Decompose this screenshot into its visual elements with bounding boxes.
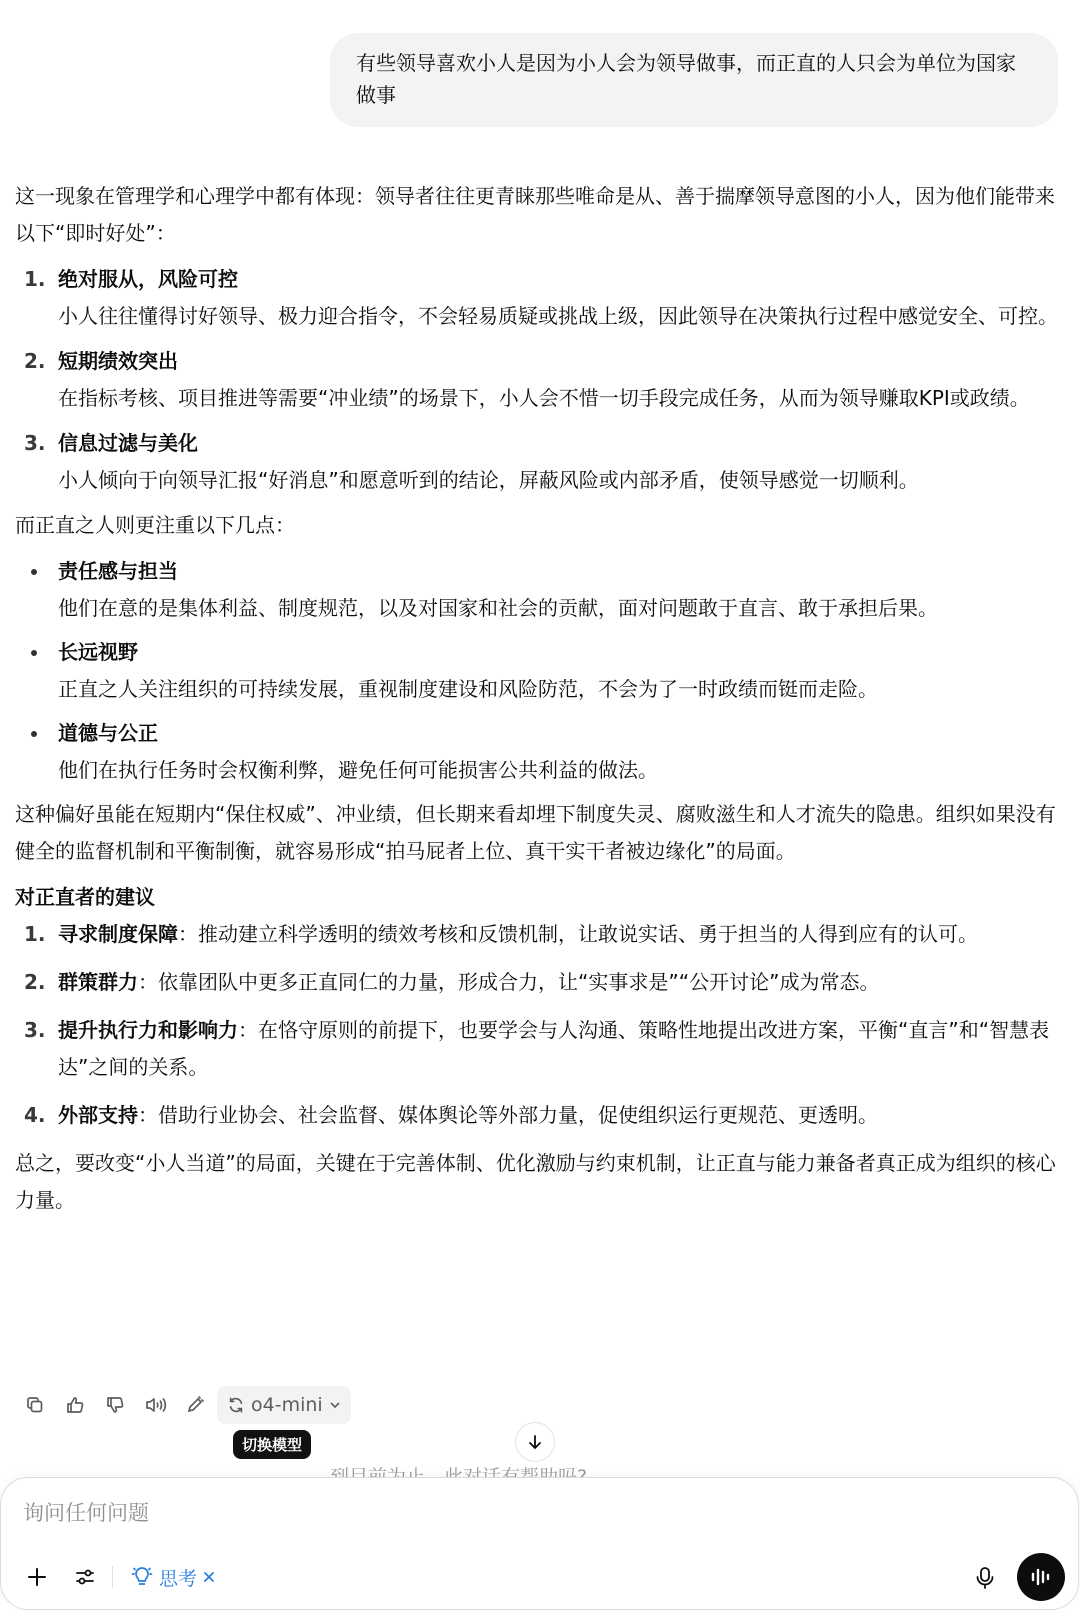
list-number: 2. bbox=[24, 349, 46, 373]
tools-button[interactable] bbox=[69, 1561, 101, 1593]
dictate-button[interactable] bbox=[969, 1562, 1001, 1594]
item-title: 长远视野 bbox=[58, 640, 138, 664]
item-title: 信息过滤与美化 bbox=[58, 431, 198, 455]
list-item bbox=[15, 964, 1065, 1001]
upright-intro: 而正直之人则更注重以下几点： bbox=[15, 513, 295, 537]
item-text: 他们在执行任务时会权衡利弊，避免任何可能损害公共利益的做法。 bbox=[58, 758, 658, 782]
item-title: 道德与公正 bbox=[58, 721, 158, 745]
item-title: 提升执行力和影响力 bbox=[58, 1018, 238, 1042]
list-number: 3. bbox=[24, 1018, 46, 1042]
bullet-dot bbox=[31, 569, 37, 575]
feedback-prompt bbox=[330, 1462, 587, 1476]
intro-paragraph: 这一现象在管理学和心理学中都有体现：领导者往往更青睐那些唯命是从、善于揣摩领导意图的小人，因为他们能带来以下“即时好处”： bbox=[15, 184, 1055, 245]
close-icon[interactable] bbox=[203, 1571, 215, 1583]
list-item bbox=[15, 634, 1065, 708]
item-text: ：借助行业协会、社会监督、媒体舆论等外部力量，促使组织运行更规范、更透明。 bbox=[138, 1103, 878, 1127]
list-item bbox=[15, 261, 1065, 335]
arrow-down-icon bbox=[526, 1433, 544, 1451]
switch-model-tooltip: 切换模型 bbox=[233, 1430, 311, 1459]
voice-mode-button[interactable] bbox=[1017, 1553, 1065, 1601]
list-number: 1. bbox=[24, 267, 46, 291]
bullet-dot bbox=[31, 650, 37, 656]
waveform-icon bbox=[1029, 1566, 1053, 1588]
item-title: 寻求制度保障 bbox=[58, 922, 178, 946]
suggestions-heading: 对正直者的建议 bbox=[15, 885, 155, 909]
list-item bbox=[15, 1012, 1065, 1086]
item-text: ：推动建立科学透明的绩效考核和反馈机制，让敢说实话、勇于担当的人得到应有的认可。 bbox=[178, 922, 978, 946]
item-title: 短期绩效突出 bbox=[58, 349, 178, 373]
message-action-bar bbox=[15, 1385, 351, 1425]
model-label: o4-mini bbox=[251, 1394, 323, 1416]
assistant-response bbox=[15, 178, 1065, 1219]
reasons-list bbox=[15, 261, 1065, 499]
think-label: 思考 bbox=[159, 1567, 198, 1590]
list-number: 3. bbox=[24, 431, 46, 455]
user-message-bubble bbox=[330, 33, 1058, 127]
list-number: 2. bbox=[24, 970, 46, 994]
plus-icon bbox=[26, 1566, 48, 1588]
item-title: 外部支持 bbox=[58, 1103, 138, 1127]
list-item bbox=[15, 1097, 1065, 1134]
add-attachment-button[interactable] bbox=[21, 1561, 53, 1593]
sliders-icon bbox=[74, 1566, 96, 1588]
item-title: 群策群力 bbox=[58, 970, 138, 994]
item-text: 在指标考核、项目推进等需要“冲业绩”的场景下，小人会不惜一切手段完成任务，从而为领导赚取KPI或政绩。 bbox=[58, 386, 1030, 410]
edit-icon[interactable] bbox=[175, 1385, 215, 1425]
item-title: 责任感与担当 bbox=[58, 559, 178, 583]
list-number: 4. bbox=[24, 1103, 46, 1127]
upright-list bbox=[15, 553, 1065, 789]
thumbs-down-icon[interactable] bbox=[95, 1385, 135, 1425]
copy-icon[interactable] bbox=[15, 1385, 55, 1425]
list-item bbox=[15, 715, 1065, 789]
refresh-icon bbox=[227, 1396, 245, 1414]
lightbulb-icon bbox=[131, 1566, 153, 1588]
read-aloud-icon[interactable] bbox=[135, 1385, 175, 1425]
think-toggle[interactable] bbox=[131, 1561, 215, 1593]
list-item bbox=[15, 343, 1065, 417]
bullet-dot bbox=[31, 731, 37, 737]
analysis-paragraph: 这种偏好虽能在短期内“保住权威”、冲业绩，但长期来看却埋下制度失灵、腐败滋生和人才流失的隐患。组织如果没有健全的监督机制和平衡制衡，就容易形成“拍马屁者上位、真干实干者被边缘化”的局面。 bbox=[15, 802, 1056, 863]
chevron-down-icon bbox=[329, 1399, 341, 1411]
user-message-text: 有些领导喜欢小人是因为小人会为领导做事，而正直的人只会为单位为国家做事 bbox=[356, 51, 1016, 107]
conclusion-paragraph: 总之，要改变“小人当道”的局面，关键在于完善体制、优化激励与约束机制，让正直与能力兼备者真正成为组织的核心力量。 bbox=[15, 1151, 1056, 1212]
prompt-input[interactable] bbox=[21, 1500, 825, 1526]
scroll-to-bottom-button[interactable] bbox=[515, 1422, 555, 1462]
item-text: ：依靠团队中更多正直同仁的力量，形成合力，让“实事求是”“公开讨论”成为常态。 bbox=[138, 970, 880, 994]
list-item bbox=[15, 425, 1065, 499]
item-title: 绝对服从，风险可控 bbox=[58, 267, 238, 291]
item-text: 小人倾向于向领导汇报“好消息”和愿意听到的结论，屏蔽风险或内部矛盾，使领导感觉一切顺利。 bbox=[58, 468, 919, 492]
suggestions-list bbox=[15, 916, 1065, 1134]
composer bbox=[0, 1477, 1079, 1610]
list-item bbox=[15, 553, 1065, 627]
item-text: 小人往往懂得讨好领导、极力迎合指令，不会轻易质疑或挑战上级，因此领导在决策执行过程中感觉安全、可控。 bbox=[58, 304, 1058, 328]
divider bbox=[112, 1566, 113, 1588]
item-text: 正直之人关注组织的可持续发展，重视制度建设和风险防范，不会为了一时政绩而铤而走险。 bbox=[58, 677, 878, 701]
switch-model-button[interactable] bbox=[217, 1386, 351, 1424]
item-text: 他们在意的是集体利益、制度规范，以及对国家和社会的贡献，面对问题敢于直言、敢于承担后果。 bbox=[58, 596, 938, 620]
item-text: ：在恪守原则的前提下，也要学会与人沟通、策略性地提出改进方案，平衡“直言”和“智慧表达”之间的关系。 bbox=[58, 1018, 1050, 1079]
thumbs-up-icon[interactable] bbox=[55, 1385, 95, 1425]
list-item bbox=[15, 916, 1065, 953]
microphone-icon bbox=[974, 1566, 996, 1590]
list-number: 1. bbox=[24, 922, 46, 946]
